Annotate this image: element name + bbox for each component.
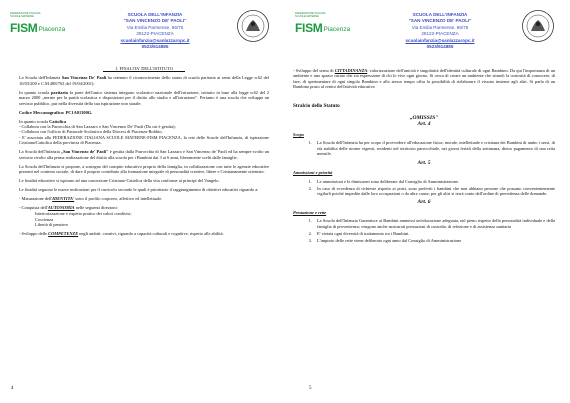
list-item: 1. La Scuola dell'Infanzia Garantisce ai Bambini ammessi un'educazione adeguata, nel pieno rispetto della personalità individuale e della famiglia di provenienza; vengono anche assicurati prestazioni di custodia, di refezione e di assistenza sanitaria bbox=[313, 218, 555, 229]
fism-word: FISM bbox=[295, 21, 323, 36]
school-email[interactable]: scuolainfanzia@sanlazzaropc.it bbox=[405, 37, 475, 43]
school-phone: 0523/614885 bbox=[426, 44, 454, 50]
list-item: 1. Le ammissioni e le dimissioni sono deliberate dal Consiglio di Amministrazione. bbox=[313, 179, 555, 184]
list-item: 2. In caso di eccedenza di richieste rispetto ai posti, sono preferiti i bambini che non abbiano persone che possano convenientemente vigilarli poiché impedite dalle loro occupazioni o da altre cause; per gli altri si terrà conto dell'ordine di precedenza delle domande. bbox=[313, 186, 555, 197]
list-item: 2. E' vietata ogni diversità di trattamento tra i Bambini. bbox=[313, 231, 555, 236]
paragraph: In quanto scuola Cattolica - Collabora con la Parrocchia di San Lazzaro e San Vincenzo De' Paoli (Da cui è gestita); - Collabora con l'ufficio di Pastorale Scolastica della Diocesi di Piacenza-Bobbio; - E' associata alla FEDERAZIONE ITALIANA SCUOLE MATERNE-FISM PIACENZA, la rete delle Scuole dell'Infanzia, di ispirazione Cristiana/Cattolica della provincia di Piacenza. bbox=[19, 118, 269, 146]
article-heading: Art. 6 bbox=[417, 199, 431, 206]
paragraph: La Scuola dell'Infanzia si propone, a sostegno del compito educativo proprio della famiglia, in collaborazione con tutte le agenzie educative presenti nel contesto sociale, di dare il proprio contributo alla formazione integrale di personalità creative, libere e Cristianamente orientate. bbox=[19, 163, 269, 175]
paragraph: La Scuola dell'Infanzia „San Vincenzo de' Paoli" è gestita dalla Parrocchia di San Lazzaro e San Vincenzo de' Paoli ed ha sempre svolto un servizio rivolto alla prima realizzazione del diritto alla scuola per i Bambini dai 3 ai 6 anni, liberamente scelti dalle famiglie. bbox=[19, 149, 269, 160]
school-line: SCUOLA DELL'INFANZIA bbox=[127, 12, 183, 17]
paragraph: - Conquista dell'AUTONOMIA nelle seguenti direzioni: bbox=[19, 205, 118, 211]
list-item: 1. La Scuola dell'Infanzia ha per scopo il provvedere all'educazione fisica, morale, intellettuale e cristiana dei Bambini di ambo i sessi, di età stabilita delle norme vigenti, residenti nel territorio parrocchiale, nei giorni feriali della settimana, dietro pagamento di una retta mensile. bbox=[313, 140, 555, 156]
school-phone: 0523/614885 bbox=[141, 44, 169, 50]
article-subheading: Scopo bbox=[293, 132, 304, 138]
statute-heading: Stralcio dello Statuto bbox=[293, 102, 340, 109]
page-header bbox=[0, 0, 285, 60]
school-line: 29122-PIACENZA bbox=[136, 31, 174, 37]
page-number: 5 bbox=[309, 386, 312, 391]
article-list bbox=[293, 140, 555, 156]
omissis-label: „OMISSIS" bbox=[409, 115, 439, 122]
school-line: Via Emilia Parmense, 66/75 bbox=[126, 24, 184, 30]
article-subheading: Ammissioni e priorità bbox=[293, 170, 333, 176]
school-line: 29122-PIACENZA bbox=[421, 31, 459, 37]
fism-small-line: SCUOLE MATERNE bbox=[295, 15, 319, 19]
page-number: 4 bbox=[11, 386, 14, 391]
paragraph: In quanto scuola paritaria fa parte dell'unico sistema integrato scolastico nazionale dell'istruzione, istituito in base alla legge n.62 del 2 marzo 2000 „norme per la parità scolastica e disposizioni per il diritto allo studio e all'istruzione". Pertanto è una scuola che sviluppa un servizio pubblico, pur nella diversità della sua ispirazione non statale; bbox=[19, 89, 269, 106]
fism-word: FISM bbox=[10, 21, 38, 36]
school-line: "SAN VINCENZO DE' PAOLI" bbox=[123, 18, 187, 24]
list-item: Interiorizzazione e rispetto pratico dei valori condivisi; bbox=[35, 211, 132, 217]
right-content bbox=[293, 68, 555, 246]
paragraph: - Sviluppo delle COMPETENZE negli ambiti: creativi, riguardo a capacità culturali e cognitive, rispetto alle abilità. bbox=[19, 231, 224, 237]
article-heading: Art. 4 bbox=[417, 121, 431, 128]
school-line: SCUOLA DELL'INFANZIA bbox=[412, 12, 468, 17]
list-item: 3. L'importo delle rette viene deliberato ogni anno dal Consiglio di Amministrazione bbox=[313, 238, 555, 243]
paragraph: La Scuola dell'Infanzia San Vincenzo De' Paoli ha ottenuto il riconoscimento dello status di scuola paritaria ai sensi della Legge n.62 del 10/03/200 e C.M.488/763 del 19/04/2001): bbox=[19, 75, 269, 86]
right-page bbox=[285, 0, 570, 403]
paragraph: - Sviluppo del senso di CITTADINANZA: valorizzazione dell'unicità e singolarità dell'identità culturale di ogni Bambino. Da qui l'importanza di un ambiente e uno spazio curato che sia espressione di chi lo vive ogni giorno. Si cerca di creare un ambiente che stimoli la curiosità di conoscere, di fare, di sperimentare di ogni singolo Bambino e allo stesso tempo offra la possibilità di rielaborare il vissuto insieme agli altri. Si parla di un Bambino posto al centro dell'attività educativa bbox=[293, 68, 555, 90]
fism-logo bbox=[295, 12, 357, 34]
article-list bbox=[293, 218, 555, 243]
section-title: 1. FINALITA' DELL'ISTITUTO bbox=[19, 66, 269, 71]
fism-small-line: SCUOLE MATERNE bbox=[10, 15, 34, 19]
fism-small-line: FEDERAZIONE ITALIANA bbox=[295, 12, 326, 15]
fism-logo bbox=[10, 12, 72, 34]
school-line: "SAN VINCENZO DE' PAOLI" bbox=[408, 18, 472, 24]
codice-meccanografico: Codice Meccanografico: PC1A01300G. bbox=[19, 109, 93, 115]
paragraph: Le finalità educative si ispirano ad una concezione Cristiano-Cattolica della vita conforme ai principi del Vangelo. bbox=[19, 178, 220, 184]
autonomia-list bbox=[19, 211, 269, 227]
list-item: Coscienza bbox=[35, 216, 54, 222]
school-seal-icon bbox=[236, 9, 270, 43]
paragraph: Le finalità seguono le nuove indicazioni per il curricolo secondo le quali è prioritario il raggiungimento di obiettivi educativi riguardo a: bbox=[19, 187, 259, 193]
school-info bbox=[385, 12, 495, 50]
school-line: Via Emilia Parmense, 66/75 bbox=[411, 24, 469, 30]
school-seal-icon bbox=[521, 9, 555, 43]
list-item: Libertà di pensiero bbox=[35, 222, 69, 228]
article-heading: Art. 5 bbox=[417, 159, 431, 166]
left-content bbox=[19, 66, 269, 240]
fism-small-line: FEDERAZIONE ITALIANA bbox=[10, 12, 41, 15]
school-info bbox=[100, 12, 210, 50]
school-email[interactable]: scuolainfanzia@sanlazzaropc.it bbox=[120, 37, 190, 43]
article-subheading: Prestazione e rette bbox=[293, 210, 327, 216]
page-header bbox=[285, 0, 570, 60]
article-list bbox=[293, 179, 555, 197]
paragraph: - Maturazione dell'IDENTITA' sotto il profilo corporeo, affettivo ed intellettuale. bbox=[19, 196, 163, 202]
fism-city: Piacenza bbox=[323, 26, 351, 34]
fism-city: Piacenza bbox=[38, 26, 66, 34]
